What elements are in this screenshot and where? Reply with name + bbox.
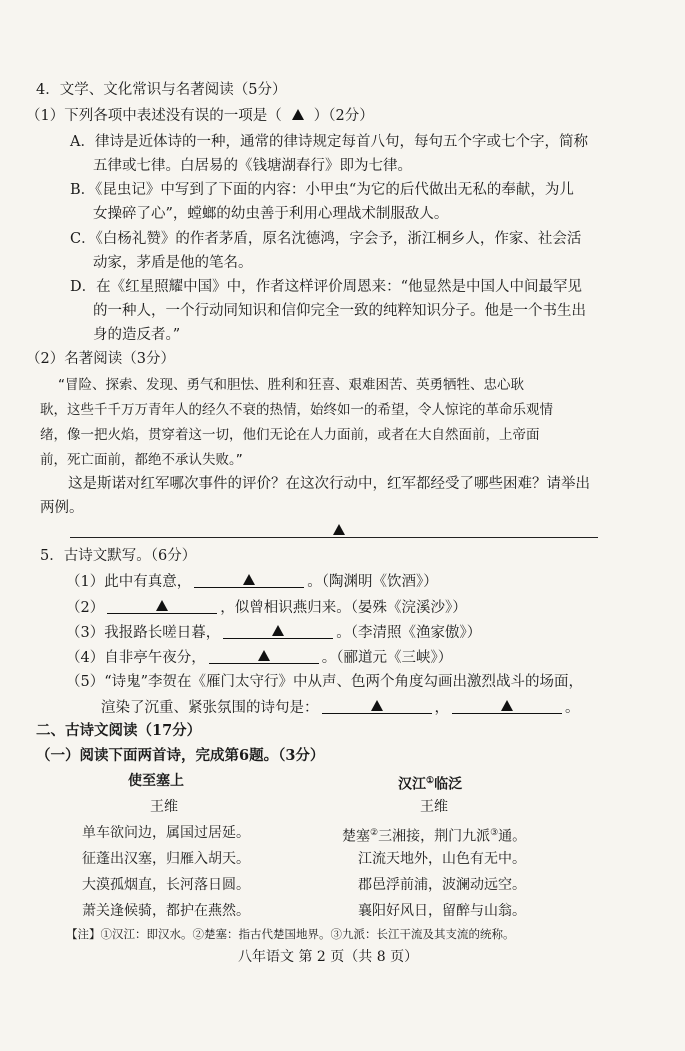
answer-triangle-icon bbox=[258, 650, 270, 661]
answer-line bbox=[70, 537, 598, 538]
poem1-author: 王维 bbox=[150, 799, 178, 815]
option-d-line2: 的一种人，一个行动同知识和信仰完全一致的纯粹知识分子。他是一个书生出 bbox=[93, 303, 586, 319]
fill-blank-2[interactable] bbox=[107, 597, 217, 614]
q5-line4-post: 。（郦道元《三峡》） bbox=[321, 650, 453, 666]
poem1-line1: 单车欲问边，属国过居延。 bbox=[82, 825, 250, 841]
answer-triangle-icon bbox=[333, 524, 345, 535]
option-c-line1: C．《白杨礼赞》的作者茅盾，原名沈德鸿，字会予，浙江桐乡人，作家、社会活 bbox=[70, 231, 582, 247]
poem2-line1-sup1: ② bbox=[370, 828, 379, 838]
answer-triangle-icon bbox=[243, 574, 255, 585]
quote-line2: 耿，这些千千万万青年人的经久不衰的热情，始终如一的希望，令人惊诧的革命乐观情 bbox=[40, 402, 553, 418]
q5-line1-pre: （1）此中有真意， bbox=[66, 574, 192, 590]
q5-line4 bbox=[66, 647, 452, 668]
q5-line5b-mid: ， bbox=[434, 700, 449, 716]
answer-triangle-icon bbox=[371, 700, 383, 711]
q5-line5b bbox=[101, 697, 580, 718]
poem2-line3: 郡邑浮前浦，波澜动远空。 bbox=[358, 877, 526, 893]
answer-triangle-icon bbox=[501, 700, 513, 711]
q4-sub1-pre: （1）下列各项中表述没有误的一项是（ bbox=[26, 108, 282, 124]
q5-line3-pre: （3）我报路长嗟日暮， bbox=[66, 625, 221, 641]
poem1-line4: 萧关逢候骑，都护在燕然。 bbox=[82, 903, 250, 919]
quote-line4: 前，死亡面前，都绝不承认失败。” bbox=[40, 452, 243, 468]
q5-line2-post: ，似曾相识燕归来。（晏殊《浣溪沙》） bbox=[220, 600, 467, 616]
poem2-author: 王维 bbox=[420, 799, 448, 815]
q5-line1-post: 。（陶渊明《饮酒》） bbox=[307, 574, 438, 590]
q4-sub1-post: ）（2分） bbox=[313, 108, 374, 124]
q5-line5b-pre: 渲染了沉重、紧张氛围的诗句是： bbox=[101, 700, 319, 716]
q5-line2 bbox=[66, 597, 467, 618]
q5-line3-post: 。（李清照《渔家傲》） bbox=[336, 625, 482, 641]
poem2-title-post: 临泛 bbox=[434, 776, 463, 793]
poem2-title-pre: 汉江 bbox=[398, 776, 426, 793]
poem1-line2: 征蓬出汉塞，归雁入胡天。 bbox=[82, 851, 250, 867]
poem2-line4: 襄阳好风日，留醉与山翁。 bbox=[358, 903, 526, 919]
quote-line1: “冒险、探索、发现、勇气和胆怯、胜利和狂喜、艰难困苦、英勇牺牲、忠心耿 bbox=[58, 377, 524, 393]
poem1-line3: 大漠孤烟直，长河落日圆。 bbox=[82, 877, 250, 893]
section2-heading: 二、古诗文阅读（17分） bbox=[36, 722, 202, 739]
q5-line5b-post: 。 bbox=[565, 700, 580, 716]
q5-line4-pre: （4）自非亭午夜分， bbox=[66, 650, 206, 666]
q4-heading: 4．文学、文化常识与名著阅读（5分） bbox=[36, 82, 287, 98]
q5-line5a: （5）“诗鬼”李贺在《雁门太守行》中从声、色两个角度勾画出激烈战斗的场面， bbox=[66, 674, 584, 690]
poem2-title-sup: ① bbox=[426, 776, 435, 786]
poem2-title bbox=[398, 771, 462, 795]
answer-triangle-icon bbox=[272, 625, 284, 636]
answer-triangle-icon bbox=[156, 600, 168, 611]
poem2-line1-a: 楚塞 bbox=[342, 828, 370, 845]
fill-blank-4[interactable] bbox=[209, 647, 319, 664]
poem2-line1-c: 通。 bbox=[498, 828, 527, 845]
q4-ask-line1: 这是斯诺对红军哪次事件的评价？在这次行动中，红军都经受了哪些困难？请举出 bbox=[68, 476, 590, 492]
option-b-line2: 女操碎了心”，螳螂的幼虫善于利用心理战术制服敌人。 bbox=[93, 206, 449, 222]
footnote: 【注】①汉江：即汉水。②楚塞：指古代楚国地界。③九派：长江干流及其支流的统称。 bbox=[66, 927, 515, 941]
option-a-line1: A．律诗是近体诗的一种，通常的律诗规定每首八句，每句五个字或七个字，简称 bbox=[70, 134, 588, 150]
fill-blank-5a[interactable] bbox=[322, 697, 432, 714]
page-footer: 八年语文 第 2 页（共 8 页） bbox=[238, 949, 419, 965]
answer-triangle-icon bbox=[292, 109, 304, 120]
poem2-line2: 江流天地外，山色有无中。 bbox=[358, 851, 526, 867]
fill-blank-3[interactable] bbox=[223, 622, 333, 639]
q4-sub2: （2）名著阅读（3分） bbox=[26, 351, 175, 367]
q5-line2-pre: （2） bbox=[66, 600, 105, 616]
option-a-line2: 五律或七律。白居易的《钱塘湖春行》即为七律。 bbox=[93, 158, 412, 174]
q5-heading: 5．古诗文默写。（6分） bbox=[40, 548, 197, 564]
option-d-line3: 身的造反者。” bbox=[93, 327, 181, 343]
poem1-title: 使至塞上 bbox=[128, 773, 184, 789]
q5-line1 bbox=[66, 571, 438, 592]
q4-sub1 bbox=[26, 106, 374, 126]
option-c-line2: 动家，茅盾是他的笔名。 bbox=[93, 255, 253, 271]
poem2-line1-sup2: ③ bbox=[490, 828, 499, 838]
poem2-line1 bbox=[342, 823, 526, 847]
section2-part1: （一）阅读下面两首诗，完成第6题。（3分） bbox=[36, 747, 325, 764]
quote-line3: 绪，像一把火焰，贯穿着这一切，他们无论在人力面前，或者在大自然面前，上帝面 bbox=[40, 427, 540, 443]
option-b-line1: B．《昆虫记》中写到了下面的内容：小甲虫“为它的后代做出无私的奉献，为儿 bbox=[70, 182, 574, 198]
option-d-line1: D．在《红星照耀中国》中，作者这样评价周恩来：“他显然是中国人中间最罕见 bbox=[70, 279, 583, 295]
q4-ask-line2: 两例。 bbox=[40, 500, 84, 516]
poem2-line1-b: 三湘接，荆门九派 bbox=[378, 828, 491, 845]
q5-line3 bbox=[66, 622, 481, 643]
fill-blank-1[interactable] bbox=[194, 571, 304, 588]
fill-blank-5b[interactable] bbox=[452, 697, 562, 714]
